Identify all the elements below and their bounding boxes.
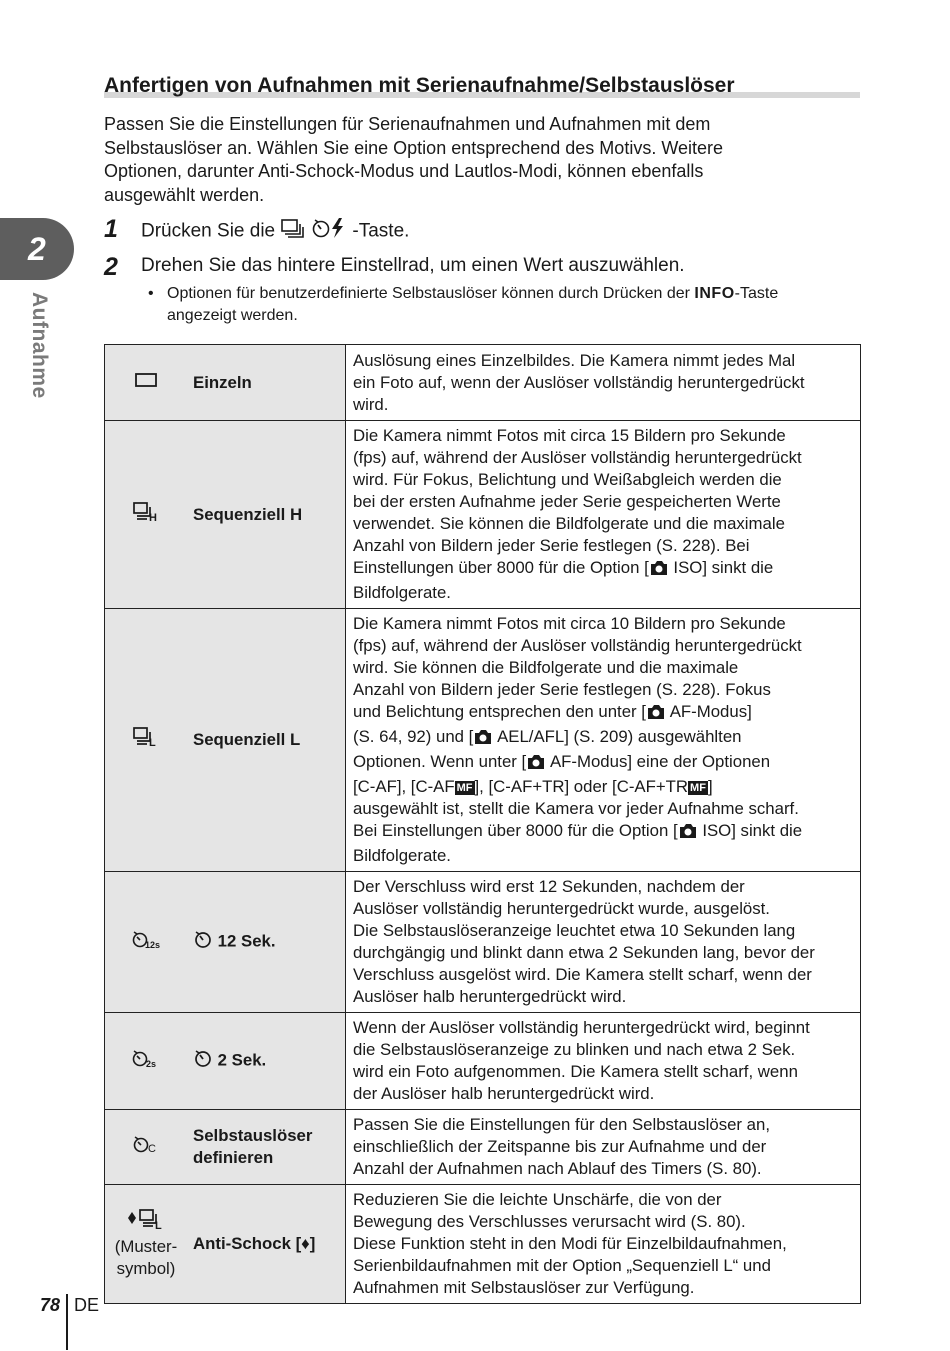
row-description [346, 1110, 861, 1185]
description-line: wird. Sie können die Bildfolgerate und die maximale [353, 658, 739, 677]
description-line: (fps) auf, während der Auslöser vollständig heruntergedrückt [353, 636, 802, 655]
drive-selftimer-flash-icon [280, 216, 352, 247]
row-icon-cell [105, 1110, 188, 1185]
row-name-cell [187, 1013, 346, 1110]
description-line: verwendet. Sie können die Bildfolgerate und die maximale [353, 514, 785, 533]
svg-text:C: C [148, 1143, 156, 1154]
step-text-before: Drücken Sie die [141, 220, 281, 242]
step-number: 1 [104, 215, 118, 243]
sequential-h-icon [132, 501, 160, 529]
description-line: Auslöser halb heruntergedrückt wird. [353, 987, 627, 1006]
row-name: Sequenziell L [187, 609, 346, 872]
svg-text:L: L [155, 1220, 162, 1230]
step-text: Drehen Sie das hintere Einstellrad, um einen Wert auszuwählen. [141, 255, 685, 276]
description-line: wird ein Foto aufgenommen. Die Kamera stellt scharf, wenn [353, 1062, 798, 1081]
row-name: 2 Sek. [217, 1050, 267, 1070]
intro-line: Selbstauslöser an. Wählen Sie eine Option entsprechend des Motivs. Weitere [104, 137, 724, 158]
description-line: Reduzieren Sie die leichte Unschärfe, die von der [353, 1190, 722, 1209]
step-text [141, 216, 409, 247]
svg-text:12s: 12s [145, 940, 161, 949]
single-frame-icon [134, 372, 158, 394]
camera-icon [678, 822, 698, 845]
description-line: bei der ersten Aufnahme jeder Serie gespeicherten Werte [353, 492, 781, 511]
anti-shock-icon [126, 1208, 166, 1236]
language-code: DE [74, 1295, 100, 1315]
row-icon-cell [105, 609, 188, 872]
options-table [104, 344, 861, 1304]
camera-icon [646, 703, 666, 726]
description-line: Passen Sie die Einstellungen für den Selbstauslöser an, [353, 1115, 770, 1134]
description-line: (fps) auf, während der Auslöser vollständig heruntergedrückt [353, 448, 802, 467]
description-line: Bei Einstellungen über 8000 für die Option [ ISO] sinkt die [353, 820, 854, 845]
description-line: Der Verschluss wird erst 12 Sekunden, nachdem der [353, 877, 745, 896]
svg-text:2s: 2s [146, 1059, 157, 1068]
page-number: 78 [40, 1295, 61, 1315]
description-line: Die Kamera nimmt Fotos mit circa 10 Bildern pro Sekunde [353, 614, 786, 633]
bullet-text [167, 283, 837, 327]
description-line: Anzahl der Aufnahmen nach Ablauf des Timers (S. 80). [353, 1159, 762, 1178]
section-title: Anfertigen von Aufnahmen mit Serienaufnahme/Selbstauslöser [104, 74, 735, 97]
mf-badge: MF [690, 782, 706, 794]
description-line: durchgängig und blinkt dann etwa 2 Sekunden lang, bevor der [353, 943, 815, 962]
camera-icon [649, 559, 669, 582]
row-name: Selbstauslöser definieren [187, 1110, 346, 1185]
table-row [105, 609, 861, 872]
description-line: Die Kamera nimmt Fotos mit circa 15 Bildern pro Sekunde [353, 426, 786, 445]
description-line: Bildfolgerate. [353, 846, 451, 865]
bullet-text-before: Optionen für benutzerdefinierte Selbstauslöser können durch Drücken der [167, 285, 695, 302]
row-icon-cell [105, 1013, 188, 1110]
description-line: wird. Für Fokus, Belichtung und Weißabgleich werden die [353, 470, 782, 489]
row-description [346, 345, 861, 421]
description-line: Verschluss ausgelöst wird. Die Kamera stellt scharf, wenn der [353, 965, 812, 984]
svg-text:L: L [149, 737, 156, 748]
description-line: Bildfolgerate. [353, 583, 451, 602]
description-line: der Auslöser halb heruntergedrückt wird. [353, 1084, 655, 1103]
chapter-tab [0, 218, 74, 280]
svg-text:H: H [149, 511, 157, 523]
row-icon-cell [105, 872, 188, 1013]
step-text-after: -Taste. [352, 220, 410, 242]
description-line: Aufnahmen mit Selbstauslöser zur Verfügung. [353, 1278, 695, 1297]
selftimer-icon [193, 929, 213, 955]
selftimer-12s-icon [131, 929, 161, 955]
sequential-l-icon [132, 726, 160, 754]
row-icon-cell [105, 1185, 188, 1304]
intro-paragraph [104, 113, 824, 207]
footer-divider [66, 1294, 68, 1350]
row-description [346, 1013, 861, 1110]
bullet-dot: • [148, 285, 154, 302]
selftimer-2s-icon [131, 1048, 161, 1074]
chapter-label [27, 292, 51, 412]
description-line: ein Foto auf, wenn der Auslöser vollständig heruntergedrückt [353, 372, 805, 392]
bullet-text-after: -Taste angezeigt werden. [167, 285, 779, 324]
intro-line: Optionen, darunter Anti-Schock-Modus und Lautlos-Modi, können ebenfalls [104, 161, 704, 181]
table-row [105, 345, 861, 421]
description-line: Diese Funktion steht in den Modi für Einzelbildaufnahmen, [353, 1234, 787, 1253]
selftimer-icon [193, 1048, 213, 1074]
description-line: einschließlich der Zeitspanne bis zur Aufnahme und der [353, 1137, 767, 1156]
table-row [105, 421, 861, 609]
description-line: Auslöser vollständig heruntergedrückt wurde, ausgelöst. [353, 899, 770, 918]
description-line: Anzahl von Bildern jeder Serie festlegen (S. 228). Bei [353, 536, 750, 555]
row-description [346, 872, 861, 1013]
description-line: Bewegung des Verschlusses verursacht wird (S. 80). [353, 1212, 746, 1231]
description-line: Anzahl von Bildern jeder Serie festlegen (S. 228). Fokus [353, 680, 771, 699]
table-row [105, 1185, 861, 1304]
chapter-label-text: Aufnahme [28, 292, 51, 399]
description-line: und Belichtung entsprechen den unter [ AF-Modus] [353, 701, 854, 726]
step-number: 2 [104, 253, 118, 281]
selftimer-custom-icon [132, 1134, 160, 1160]
row-icon-cell [105, 345, 188, 421]
row-description [346, 421, 861, 609]
description-line: (S. 64, 92) und [ AEL/AFL] (S. 209) ausgewählten [353, 726, 854, 751]
description-line: die Selbstauslöseranzeige zu blinken und nach etwa 2 Sek. [353, 1040, 796, 1059]
info-key-label: INFO [694, 285, 735, 302]
description-line: Serienbildaufnahmen mit der Option „Sequenziell L“ und [353, 1256, 771, 1275]
table-row [105, 872, 861, 1013]
description-line: Die Selbstauslöseranzeige leuchtet etwa 10 Sekunden lang [353, 921, 796, 940]
description-line: ausgewählt ist, stellt die Kamera vor jeder Aufnahme scharf. [353, 799, 799, 818]
description-line: Auslösung eines Einzelbildes. Die Kamera nimmt jedes Mal [353, 350, 796, 370]
row-description [346, 609, 861, 872]
row-icon-cell [105, 421, 188, 609]
table-row [105, 1013, 861, 1110]
icon-caption: (Muster-symbol) [114, 1237, 178, 1278]
intro-line: ausgewählt werden. [104, 184, 265, 205]
row-name: Einzeln [187, 345, 346, 421]
description-line: Wenn der Auslöser vollständig heruntergedrückt wird, beginnt [353, 1018, 810, 1037]
description-line: [C-AF], [C-AF MF ], [C-AF+TR] oder [C-AF+TR MF ] [353, 777, 713, 796]
intro-line: Passen Sie die Einstellungen für Serienaufnahmen und Aufnahmen mit dem [104, 114, 711, 134]
description-line: Optionen. Wenn unter [ AF-Modus] eine der Optionen [353, 751, 854, 776]
row-name: Anti-Schock [♦] [187, 1185, 346, 1304]
mf-badge: MF [456, 782, 473, 794]
description-line: wird. [353, 394, 389, 414]
table-row [105, 1110, 861, 1185]
chapter-number: 2 [28, 231, 46, 267]
description-line: Einstellungen über 8000 für die Option [ ISO] sinkt die [353, 557, 854, 582]
row-name-cell [187, 872, 346, 1013]
camera-icon [526, 753, 546, 776]
row-description [346, 1185, 861, 1304]
row-name: Sequenziell H [187, 421, 346, 609]
camera-icon [473, 728, 493, 751]
row-name: 12 Sek. [217, 931, 276, 951]
